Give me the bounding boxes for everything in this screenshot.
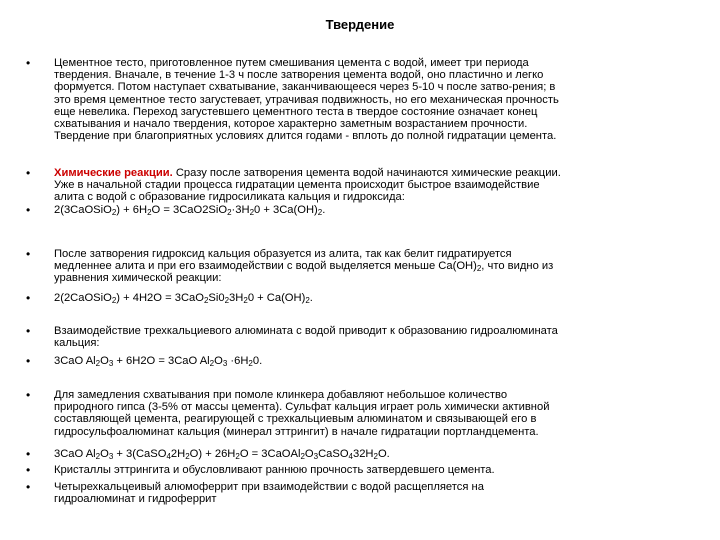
text-line: кальция: [54, 337, 100, 350]
list-item-ettringite-strength [26, 463, 694, 477]
eq-sub: 4 [166, 452, 171, 461]
text-span: , что видно из [481, 260, 554, 273]
text-span: медленнее алита и при его взаимодействии с водой выделяется меньше Ca(OH) [54, 260, 477, 273]
equation [54, 204, 694, 216]
text-span: Сразу после затворения цемента водой начинаются химические реакции. [172, 167, 561, 179]
list-item-cement-paste [26, 56, 694, 143]
text-line: уравнения химической реакции: [54, 272, 222, 285]
eq-part: O [100, 355, 109, 367]
eq-sub: 3 [222, 359, 228, 368]
text-line: это время цементное тесто загустевает, утрачивая подвижность, но его механическая прочность [54, 93, 559, 106]
equation [54, 448, 694, 460]
text-line [54, 260, 694, 272]
eq-sub: 3 [108, 359, 114, 368]
bullet-icon: • [26, 324, 31, 338]
eq-part: 2(3CaOSiO [54, 204, 112, 216]
eq-sub: 2 [185, 452, 190, 461]
bullet-icon: • [26, 166, 31, 180]
eq-part: O = 3CaO2SiO [151, 204, 228, 216]
text-line: Кристаллы эттрингита и обусловливают раннюю прочность затвердевшего цемента. [54, 464, 495, 476]
eq-part: O. [377, 448, 390, 460]
text-line: Взаимодействие трехкальциевого алюмината с водой приводит к образованию гидроалюмината [54, 325, 558, 337]
bullet-icon: • [26, 388, 31, 402]
section-heading: Химические реакции. [54, 167, 173, 179]
eq-part: O [214, 355, 223, 367]
list-item-chemical-reactions [26, 166, 694, 204]
eq-part: 2(2CaOSiO [54, 292, 112, 304]
eq-part: 3CaO Al [54, 355, 96, 367]
eq-part: ) + 4H2O = 3CaO [116, 292, 204, 304]
text-line: природного гипса (3-5% от массы цемента). Сульфат кальция играет роль химически активной [54, 401, 550, 414]
equation [54, 355, 694, 367]
eq-part: + 6H2O = 3CaO Al [113, 355, 210, 367]
bullet-icon: • [26, 463, 31, 477]
bullet-icon: • [26, 56, 31, 70]
eq-part: CaSO [318, 448, 349, 460]
eq-sub: 2 [373, 452, 378, 461]
text-line: Для замедления схватывания при помоле клинкера добавляют небольшое количество [54, 389, 508, 401]
list-item-aluminate [26, 324, 694, 350]
eq-sub: 2 [476, 264, 482, 274]
eq-sub: 2 [300, 452, 305, 461]
text-line: твердения. Вначале, в течение 1-3 ч после затворения цемента водой, оно пластично и легко [54, 69, 544, 82]
eq-sub: 2 [249, 208, 255, 217]
list-item-equation-ettringite [26, 447, 694, 461]
eq-part: ·6H [227, 355, 249, 367]
text-line: еще невелика. Переход загустевшего цементного теста в твердое состояние означает конец [54, 105, 538, 118]
eq-part: Si0 [208, 292, 225, 304]
eq-sub: 2 [209, 359, 215, 368]
text-line: Цементное тесто, приготовленное путем смешивания цемента с водой, имеет три периода [54, 57, 529, 69]
eq-sub: 2 [224, 296, 230, 305]
eq-part: ·3H [231, 204, 250, 216]
text-line: алита с водой с образование гидросиликата кальция и гидроксида: [54, 191, 405, 204]
text-line: Уже в начальной стадии процесса гидратации цемента происходит быстрое взаимодействие [54, 179, 540, 192]
eq-sub: 2 [147, 208, 152, 217]
eq-sub: 2 [227, 208, 232, 217]
list-item-gypsum [26, 388, 694, 438]
bullet-icon: • [26, 447, 31, 461]
eq-sub: 2 [235, 452, 240, 461]
equation [54, 292, 694, 304]
text-line: После затворения гидроксид кальция образуется из алита, так как белит гидратируется [54, 248, 512, 260]
eq-sub: 2 [203, 296, 209, 305]
eq-sub: 2 [95, 359, 101, 368]
eq-part: + 3(CaSO [113, 448, 167, 460]
eq-part: 3CaO Al [54, 448, 96, 460]
eq-part: O) + 26H [189, 448, 236, 460]
eq-sub: 3 [313, 452, 319, 461]
eq-part: 0 + Ca(OH) [247, 292, 306, 304]
eq-sub: 2 [111, 296, 117, 305]
list-item-equation-belite [26, 291, 694, 305]
bullet-icon: • [26, 203, 31, 217]
eq-part: 3H [229, 292, 244, 304]
eq-part: 32H [352, 448, 374, 460]
eq-sub: 2 [111, 208, 117, 217]
eq-sub: 2 [317, 208, 323, 217]
text-line [54, 167, 694, 179]
eq-part: O [304, 448, 314, 460]
text-line: Четырехкальцеивый алюмоферрит при взаимодействии с водой расщепляется на [54, 481, 484, 493]
text-line: гидроалюминат и гидроферрит [54, 493, 217, 506]
eq-sub: 4 [348, 452, 353, 461]
eq-sub: 2 [95, 452, 101, 461]
list-item-aluminoferrite [26, 480, 694, 506]
eq-part: O [100, 448, 109, 460]
eq-sub: 2 [243, 296, 248, 305]
eq-part: 0. [252, 355, 263, 367]
text-line: формуется. Потом наступает схватывание, заканчивающееся через 5-10 ч после затво-рения; в [54, 81, 556, 94]
eq-sub: 3 [108, 452, 114, 461]
eq-part: O = 3CaOAl [239, 448, 301, 460]
eq-sub: 2 [305, 296, 310, 305]
list-item-equation-alite [26, 203, 694, 217]
eq-part: . [309, 292, 313, 304]
eq-part: 2H [170, 448, 186, 460]
list-item-equation-aluminate [26, 354, 694, 368]
list-item-belite [26, 247, 694, 285]
bullet-icon: • [26, 291, 31, 305]
text-line: гидросульфоалюминат кальция (минерал эттрингит) в начале гидратации портландцемента. [54, 425, 539, 438]
slide-title: Твердение [325, 17, 395, 32]
bullet-icon: • [26, 247, 31, 261]
eq-part: ) + 6H [116, 204, 148, 216]
text-line: схватывания и начало твердения, которое характерно заметным возрастанием прочности. [54, 118, 528, 131]
eq-part: 0 + 3Ca(OH) [254, 204, 318, 216]
eq-sub: 2 [248, 359, 253, 368]
eq-part: . [322, 204, 326, 216]
text-line: Твердение при благоприятных условиях длится годами - вплоть до полной гидратации цемента. [54, 130, 557, 143]
bullet-icon: • [26, 354, 31, 368]
bullet-icon: • [26, 480, 31, 494]
text-line: составляющей цемента, реагирующей с трехкальциевым алюминатом и связывающей его в [54, 413, 537, 426]
